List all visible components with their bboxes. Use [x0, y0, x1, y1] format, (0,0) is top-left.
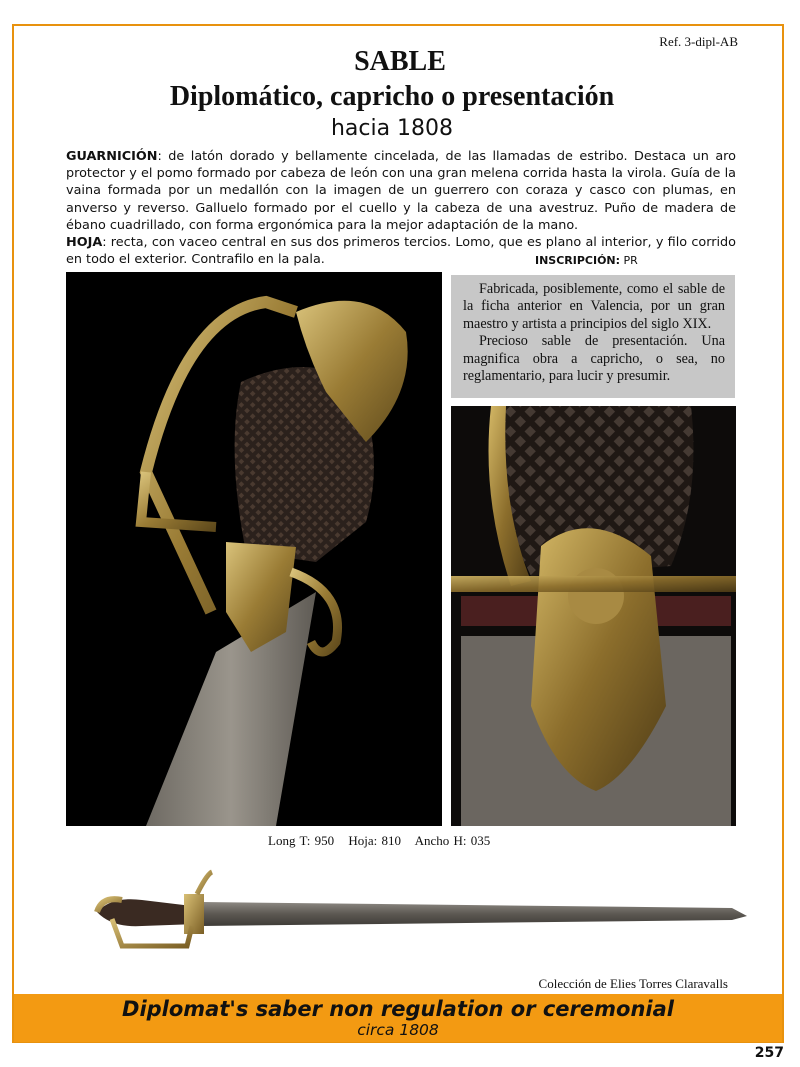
saber-illustration [92, 864, 747, 954]
hoja-text: : recta, con vaceo central en sus dos primeros tercios. Lomo, que es plano al interior, y filo corrido en todo el exterior. Contrafilo en la pala. [66, 235, 736, 268]
medallion-photo [451, 406, 736, 826]
page-date: hacia 1808 [330, 116, 454, 141]
footer-banner [14, 994, 782, 1042]
guarnicion-label: GUARNICIÓN [66, 149, 158, 164]
page-title: SABLE [354, 46, 446, 77]
measure-blade: Hoja: 810 [348, 833, 402, 848]
medallion-illustration [451, 406, 736, 826]
note-paragraph-1: Fabricada, posiblemente, como el sable de la ficha anterior en Valencia, por un gran maestro y artista a principios del siglo XIX. [463, 281, 725, 332]
inscription [535, 254, 638, 267]
inscription-label: INSCRIPCIÓN: [535, 254, 621, 267]
note-box [451, 275, 735, 398]
measurements [268, 833, 500, 849]
collection-credit: Colección de Elies Torres Claravalls [538, 976, 728, 991]
guarnicion-text: : de latón dorado y bellamente cincelada, de las llamadas de estribo. Destaca un aro protector y el pomo formado por cabeza de león con una gran melena corrida hasta la virola. Guía de la vaina formada por un medallón con la imagen de un guerrero con coraza y casco con plumas, en anverso y reverso. Galluelo formado por el cuello y la cabeza de una avestruz. Puño de madera de ébano cuadrillado, con forma ergonómica para la mejor adaptación de la mano. [66, 149, 736, 233]
measure-length: Long T: 950 [268, 833, 335, 848]
hilt-photo [66, 272, 442, 826]
full-saber-photo [92, 864, 747, 954]
page-subtitle: Diplomático, capricho o presentación [169, 81, 615, 112]
hoja-label: HOJA [66, 235, 103, 251]
inscription-value: PR [623, 254, 638, 267]
footer-title: Diplomat's saber non regulation or ceremonial [122, 997, 674, 1021]
footer-subtitle: circa 1808 [357, 1021, 439, 1039]
page-number: 257 [754, 1045, 784, 1061]
description-text [66, 148, 736, 268]
hilt-illustration [66, 272, 442, 826]
reference-code: Ref. 3-dipl-AB [659, 34, 738, 49]
note-paragraph-2: Precioso sable de presentación. Una magnifica obra a capricho, o sea, no reglamentario, para lucir y presumir. [463, 333, 725, 385]
measure-width: Ancho H: 035 [414, 833, 491, 848]
